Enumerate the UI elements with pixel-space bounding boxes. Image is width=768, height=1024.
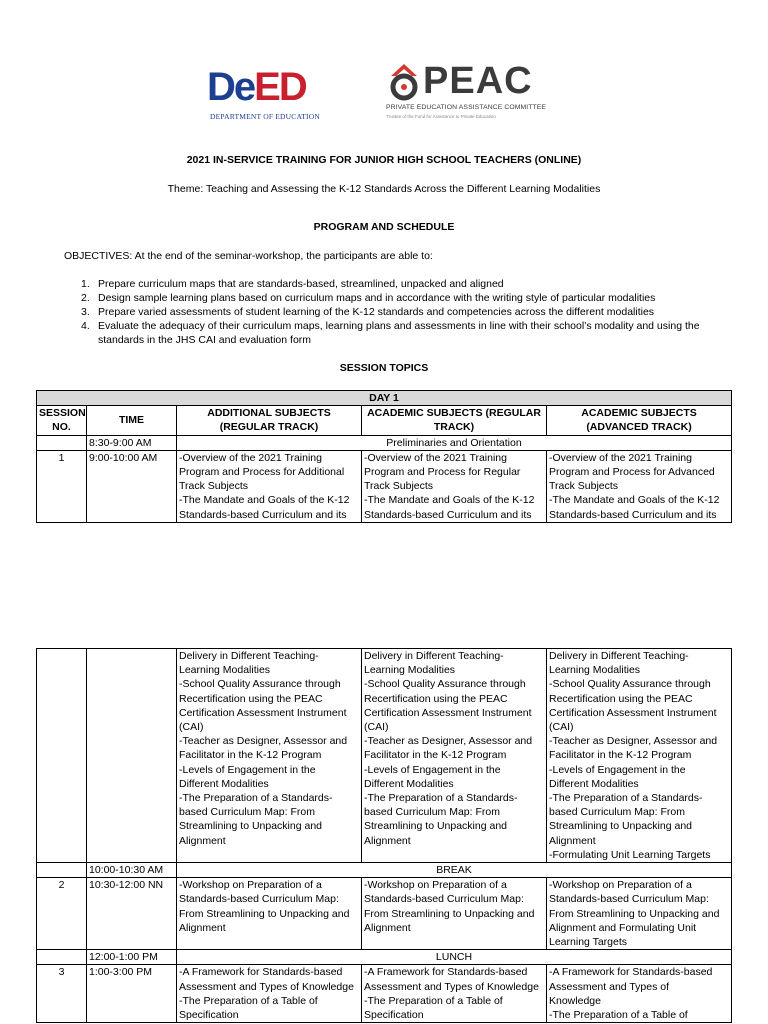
topic-line: Alignment and Formulating Unit bbox=[549, 921, 697, 934]
topic-cell bbox=[362, 450, 547, 522]
session-number: 2 bbox=[37, 878, 87, 950]
topic-cell bbox=[362, 878, 547, 950]
header-academic-regular: ACADEMIC SUBJECTS (REGULAR TRACK) bbox=[362, 406, 547, 435]
header-academic-advanced: ACADEMIC SUBJECTS (ADVANCED TRACK) bbox=[547, 406, 732, 435]
deped-logo-text-ed: ED bbox=[254, 65, 306, 109]
topic-line: Different Modalities bbox=[179, 777, 269, 790]
topic-line: Program and Process for Additional bbox=[179, 466, 345, 479]
topic-line: Assessment and Types of bbox=[549, 980, 670, 993]
topic-line: -The Preparation of a Standards- bbox=[549, 792, 703, 805]
topic-line: Different Modalities bbox=[549, 777, 639, 790]
objective-item: 3. Prepare varied assessments of student learning of the K-12 standards and competencies across the different modalities bbox=[81, 306, 655, 318]
table-row bbox=[37, 450, 732, 522]
document-title: 2021 IN-SERVICE TRAINING FOR JUNIOR HIGH SCHOOL TEACHERS (ONLINE) bbox=[186, 154, 582, 166]
table-row bbox=[37, 950, 732, 965]
time-cell: 12:00-1:00 PM bbox=[87, 950, 177, 965]
topic-line: based Curriculum Map: From bbox=[549, 806, 685, 819]
topic-line: Alignment bbox=[179, 834, 226, 847]
session-number: 1 bbox=[37, 450, 87, 522]
topic-line: -The Mandate and Goals of the K-12 bbox=[549, 494, 720, 507]
topic-cell bbox=[547, 649, 732, 863]
table-row bbox=[37, 649, 732, 863]
topic-line: Facilitator in the K-12 Program bbox=[549, 749, 692, 762]
topic-line: -Teacher as Designer, Assessor and bbox=[179, 735, 348, 748]
topic-line: Track Subjects bbox=[549, 480, 619, 493]
topic-line: -The Preparation of a Table of bbox=[179, 994, 318, 1007]
topic-cell bbox=[547, 878, 732, 950]
table-row bbox=[37, 863, 732, 878]
objectives-list bbox=[64, 277, 714, 347]
topic-line: Learning Modalities bbox=[364, 664, 456, 677]
topic-line: Certification Assessment Instrument bbox=[364, 706, 532, 719]
time-cell: 8:30-9:00 AM bbox=[87, 435, 177, 450]
topic-line: -The Preparation of a Standards- bbox=[364, 792, 518, 805]
topic-line: Assessment and Types of Knowledge bbox=[179, 980, 354, 993]
topic-line: Recertification using the PEAC bbox=[364, 692, 508, 705]
topic-line: -Teacher as Designer, Assessor and bbox=[549, 735, 718, 748]
topic-line: (CAI) bbox=[179, 721, 204, 734]
peac-logo-text: PEAC bbox=[423, 60, 533, 102]
topic-line: -The Preparation of a Table of bbox=[549, 1009, 688, 1022]
peac-emblem-icon bbox=[387, 62, 421, 102]
table-row bbox=[37, 435, 732, 450]
objective-item: 1. Prepare curriculum maps that are standards-based, streamlined, unpacked and aligned bbox=[81, 278, 504, 290]
peac-logo bbox=[385, 60, 565, 125]
objective-item: 4. Evaluate the adequacy of their curriculum maps, learning plans and assessments in line with their school’s modality and using the standards in the JHS CAI and evaluation form bbox=[81, 320, 700, 346]
topic-cell bbox=[177, 450, 362, 522]
topic-line: Facilitator in the K-12 Program bbox=[179, 749, 322, 762]
topic-line: -Teacher as Designer, Assessor and bbox=[364, 735, 533, 748]
topic-line: Learning Modalities bbox=[549, 664, 641, 677]
logo-bar bbox=[0, 55, 768, 125]
topic-cell bbox=[547, 450, 732, 522]
preliminaries-cell: Preliminaries and Orientation bbox=[177, 435, 732, 450]
topic-line: Streamlining to Unpacking and bbox=[364, 820, 508, 833]
lunch-cell: LUNCH bbox=[177, 950, 732, 965]
topic-line: -Overview of the 2021 Training bbox=[549, 451, 692, 464]
time-cell: 1:00-3:00 PM bbox=[87, 965, 177, 1023]
topic-cell bbox=[547, 965, 732, 1023]
topic-line: Alignment bbox=[179, 921, 226, 934]
topic-line: Standards-based Curriculum Map: bbox=[179, 893, 339, 906]
schedule-table-day1 bbox=[36, 390, 732, 523]
topic-cell bbox=[177, 965, 362, 1023]
topic-line: (CAI) bbox=[549, 721, 574, 734]
time-cell: 10:30-12:00 NN bbox=[87, 878, 177, 950]
topic-line: -Overview of the 2021 Training bbox=[364, 451, 507, 464]
topic-line: -Formulating Unit Learning Targets bbox=[549, 848, 711, 861]
topic-line: From Streamlining to Unpacking and bbox=[179, 907, 350, 920]
topic-line: Certification Assessment Instrument bbox=[549, 706, 717, 719]
topic-line: Knowledge bbox=[549, 994, 601, 1007]
time-cell: 9:00-10:00 AM bbox=[87, 450, 177, 522]
topic-line: Recertification using the PEAC bbox=[179, 692, 323, 705]
topic-line: Learning Modalities bbox=[179, 664, 271, 677]
topic-line: Specification bbox=[179, 1009, 239, 1022]
topic-line: -Workshop on Preparation of a bbox=[179, 879, 322, 892]
topic-line: -The Mandate and Goals of the K-12 bbox=[364, 494, 535, 507]
topic-line: Program and Process for Regular bbox=[364, 466, 521, 479]
topic-cell bbox=[362, 965, 547, 1023]
topic-line: Track Subjects bbox=[364, 480, 434, 493]
topic-line: Alignment bbox=[364, 921, 411, 934]
topic-line: Facilitator in the K-12 Program bbox=[364, 749, 507, 762]
topic-cell bbox=[177, 878, 362, 950]
deped-logo-subtitle: DEPARTMENT OF EDUCATION bbox=[210, 112, 320, 121]
header-time: TIME bbox=[87, 406, 177, 435]
topic-line: Alignment bbox=[549, 834, 596, 847]
topic-cell bbox=[362, 649, 547, 863]
day-header: DAY 1 bbox=[37, 391, 732, 406]
topic-line: -The Mandate and Goals of the K-12 bbox=[179, 494, 350, 507]
deped-logo bbox=[207, 65, 347, 127]
topic-line: -Levels of Engagement in the bbox=[179, 763, 316, 776]
topic-line: Standards-based Curriculum and its bbox=[179, 508, 347, 521]
time-cell: 10:00-10:30 AM bbox=[87, 863, 177, 878]
topic-line: (CAI) bbox=[364, 721, 389, 734]
topic-line: Alignment bbox=[364, 834, 411, 847]
topic-line: -A Framework for Standards-based bbox=[179, 966, 343, 979]
topic-line: Standards-based Curriculum Map: bbox=[549, 893, 709, 906]
program-heading: PROGRAM AND SCHEDULE bbox=[313, 221, 455, 233]
deped-logo-text-de: De bbox=[207, 65, 255, 109]
topic-line: Standards-based Curriculum and its bbox=[364, 508, 532, 521]
document-theme: Theme: Teaching and Assessing the K-12 Standards Across the Different Learning Modalities bbox=[167, 183, 601, 195]
topic-line: Learning Targets bbox=[549, 936, 628, 949]
topic-line: Program and Process for Advanced bbox=[549, 466, 715, 479]
topic-line: -Overview of the 2021 Training bbox=[179, 451, 322, 464]
topic-line: -Workshop on Preparation of a bbox=[549, 879, 692, 892]
topic-line: Streamlining to Unpacking and bbox=[179, 820, 323, 833]
topic-cell bbox=[177, 649, 362, 863]
topic-line: Assessment and Types of Knowledge bbox=[364, 980, 539, 993]
topic-line: -Levels of Engagement in the bbox=[549, 763, 686, 776]
session-topics-heading: SESSION TOPICS bbox=[339, 362, 429, 374]
topic-line: Standards-based Curriculum and its bbox=[549, 508, 717, 521]
topic-line: From Streamlining to Unpacking and bbox=[549, 907, 720, 920]
topic-line: Standards-based Curriculum Map: bbox=[364, 893, 524, 906]
schedule-table-day1-continued bbox=[36, 648, 732, 1023]
topic-line: -The Preparation of a Table of bbox=[364, 994, 503, 1007]
topic-line: Delivery in Different Teaching- bbox=[179, 650, 319, 662]
topic-line: Streamlining to Unpacking and bbox=[549, 820, 693, 833]
topic-line: Delivery in Different Teaching- bbox=[364, 650, 504, 662]
topic-line: -School Quality Assurance through bbox=[364, 678, 526, 691]
topic-line: -A Framework for Standards-based bbox=[364, 966, 528, 979]
break-cell: BREAK bbox=[177, 863, 732, 878]
topic-line: Certification Assessment Instrument bbox=[179, 706, 347, 719]
topic-line: -A Framework for Standards-based bbox=[549, 966, 713, 979]
topic-line: -School Quality Assurance through bbox=[549, 678, 711, 691]
topic-line: Track Subjects bbox=[179, 480, 249, 493]
topic-line: Different Modalities bbox=[364, 777, 454, 790]
table-row bbox=[37, 878, 732, 950]
header-session-no: SESSION NO. bbox=[37, 406, 87, 435]
objectives-intro: OBJECTIVES: At the end of the seminar-workshop, the participants are able to: bbox=[64, 250, 433, 262]
topic-line: based Curriculum Map: From bbox=[364, 806, 500, 819]
topic-line: based Curriculum Map: From bbox=[179, 806, 315, 819]
objective-item: 2. Design sample learning plans based on curriculum maps and in accordance with the writing style of particular modalities bbox=[81, 292, 656, 304]
header-additional-subjects: ADDITIONAL SUBJECTS (REGULAR TRACK) bbox=[177, 406, 362, 435]
topic-line: Delivery in Different Teaching- bbox=[549, 650, 689, 662]
topic-line: -Workshop on Preparation of a bbox=[364, 879, 507, 892]
topic-line: -The Preparation of a Standards- bbox=[179, 792, 333, 805]
peac-logo-subtitle: PRIVATE EDUCATION ASSISTANCE COMMITTEE bbox=[386, 104, 547, 111]
peac-logo-tagline: Trustee of the Fund for Assistance to Private Education bbox=[386, 114, 496, 119]
topic-line: From Streamlining to Unpacking and bbox=[364, 907, 535, 920]
topic-line: Recertification using the PEAC bbox=[549, 692, 693, 705]
session-number: 3 bbox=[37, 965, 87, 1023]
topic-line: -Levels of Engagement in the bbox=[364, 763, 501, 776]
table-row bbox=[37, 965, 732, 1023]
topic-line: -School Quality Assurance through bbox=[179, 678, 341, 691]
topic-line: Specification bbox=[364, 1009, 424, 1022]
